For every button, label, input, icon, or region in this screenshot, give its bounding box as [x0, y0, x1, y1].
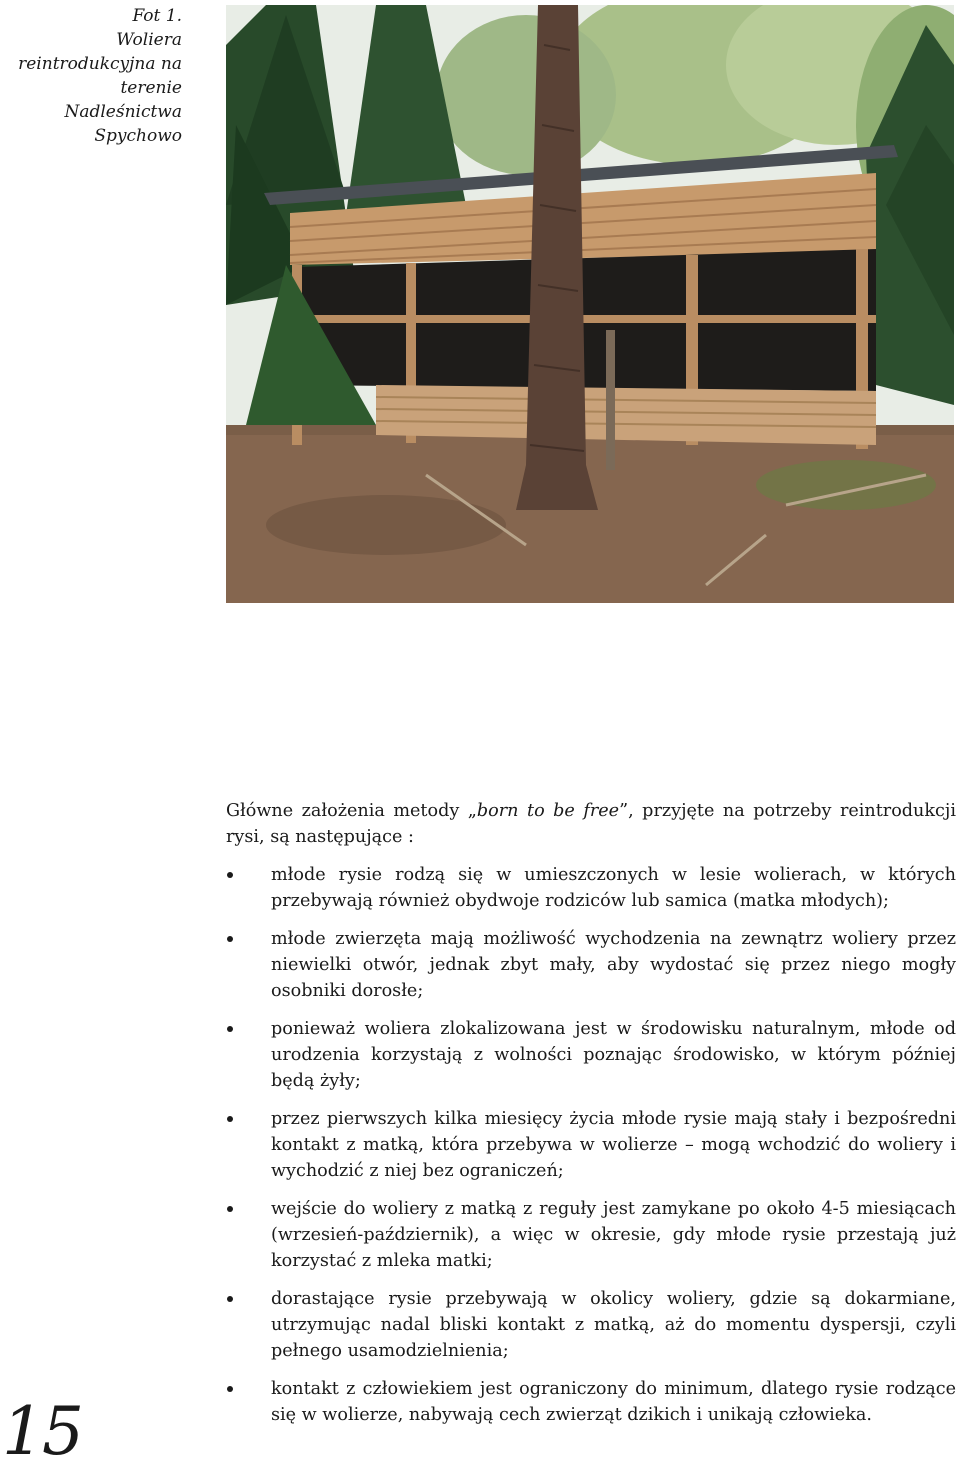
caption-line: terenie Nadleśnictwa [64, 78, 182, 122]
intro-before: Główne założenia metody [226, 801, 468, 821]
method-name: born to be free [476, 801, 620, 821]
list-item-text: dorastające rysie przebywają w okolicy woliery, gdzie są dokarmiane, utrzymując nadal bliski kontakt z matką, aż do momentu dyspersji, czyli pełnego usamodzielnienia; [271, 1289, 956, 1361]
list-item [226, 1196, 956, 1274]
principles-list [226, 862, 956, 1428]
bullet-icon [227, 1386, 233, 1392]
page-number: 15 [2, 1393, 82, 1470]
intro-paragraph [226, 798, 956, 850]
list-item [226, 926, 956, 1004]
bullet-icon [227, 1206, 233, 1212]
list-item-text: przez pierwszych kilka miesięcy życia młode rysie mają stały i bezpośredni kontakt z matką, która przebywa w wolierze – mogą wchodzić do woliery i wychodzić z niej bez ograniczeń; [271, 1109, 956, 1181]
bullet-icon [227, 872, 233, 878]
open-quote: „ [467, 801, 477, 821]
list-item-text: młode zwierzęta mają możliwość wychodzenia na zewnątrz woliery przez niewielki otwór, jednak zbyt mały, aby wydostać się przez niego mogły osobniki dorosłe; [271, 929, 956, 1001]
list-item [226, 1286, 956, 1364]
list-item [226, 1376, 956, 1428]
photo-caption [8, 4, 182, 148]
forest-aviary-photo [226, 5, 954, 603]
caption-line: Fot 1. [132, 6, 182, 26]
list-item-text: kontakt z człowiekiem jest ograniczony do minimum, dlatego rysie rodzące się w wolierze, nabywają cech zwierząt dzikich i unikają człowieka. [271, 1379, 956, 1425]
list-item-text: wejście do woliery z matką z reguły jest zamykane po około 4-5 miesiącach (wrzesień-październik), a więc w okresie, gdy młode rysie przestają już korzystać z mleka matki; [271, 1199, 956, 1271]
caption-line: Woliera [116, 30, 182, 50]
close-quote: ” [619, 801, 629, 821]
caption-line: reintrodukcyjna na [18, 54, 182, 74]
list-item-text: młode rysie rodzą się w umieszczonych w lesie wolierach, w których przebywają również obydwoje rodziców lub samica (matka młodych); [271, 865, 956, 911]
list-item [226, 862, 956, 914]
list-item [226, 1016, 956, 1094]
list-item-text: ponieważ woliera zlokalizowana jest w środowisku naturalnym, młode od urodzenia korzystają z wolności poznając środowisko, w którym później będą żyły; [271, 1019, 956, 1091]
bullet-icon [227, 936, 233, 942]
main-text [226, 798, 956, 1440]
caption-line: Spychowo [94, 126, 182, 146]
bullet-icon [227, 1116, 233, 1122]
intro-after: , przyjęte na potrzeby reintrodukcji rysi, są następujące : [226, 801, 956, 847]
bullet-icon [227, 1296, 233, 1302]
list-item [226, 1106, 956, 1184]
bullet-icon [227, 1026, 233, 1032]
